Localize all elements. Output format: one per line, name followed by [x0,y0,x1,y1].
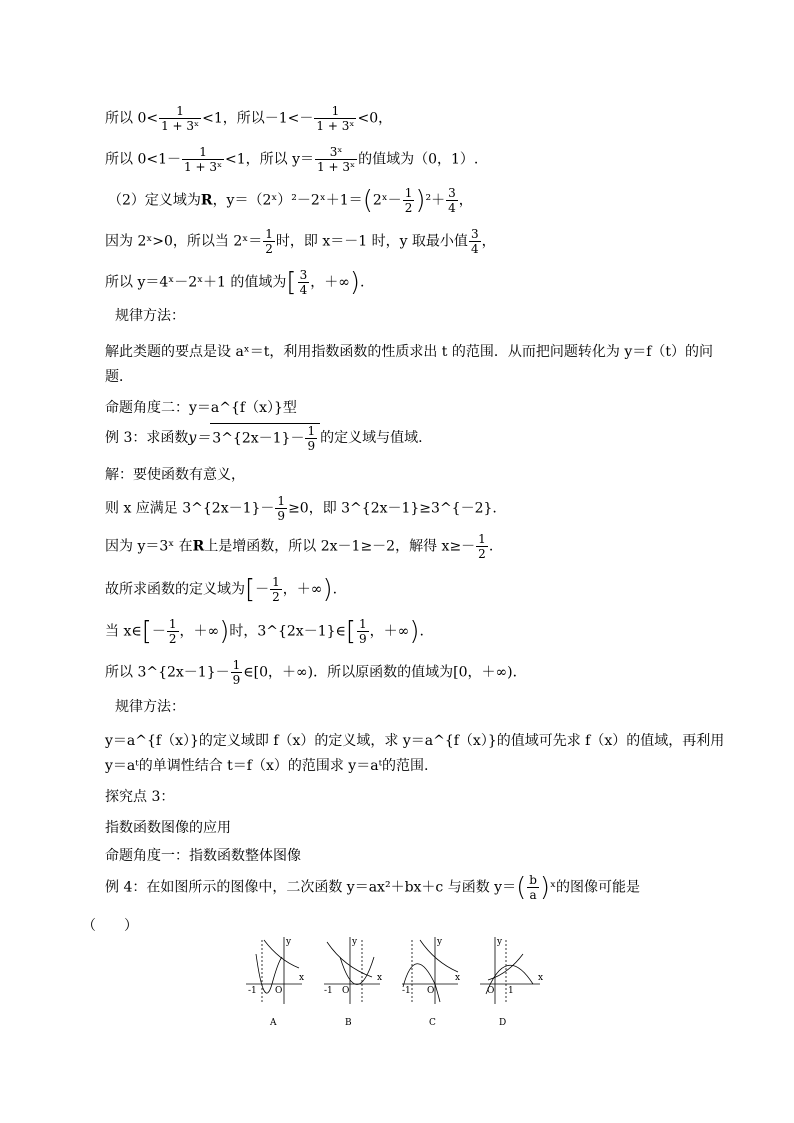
fraction: $\frac{\text{3ˣ}}{\text{1 + 3ˣ}}$ [317,145,356,174]
graph-d-tick: 1 [508,986,514,996]
solution-line-2: 则 x 应满足 3^{2x－1}－ $\frac{1}{9}$ ≥0，即 3^{2x－1}≥3^{－2}. [105,494,497,523]
solution-line-4: 故所求函数的定义域为[－ $\frac{1}{2}$ ，＋∞). [105,574,338,605]
line-3: （2）定义域为R，y＝（2ˣ）²－2ˣ＋1＝(2ˣ－ $\frac{1}{2}$ )²＋ $\frac{3}{4}$ ， [108,185,473,216]
example-4: 例 4：在如图所示的图像中，二次函数 y＝ax²＋bx＋c 与函数 y＝( $\frac{b}{a}$ )ˣ的图像可能是 [105,872,641,903]
graph-options [244,932,554,1027]
line-1: 所以 0< $\frac{1}{\text{1 + 3ˣ}}$ <1，所以－1<－ $\frac{1}{\text{1 + 3ˣ}}$ <0， [105,104,393,133]
fraction: $\frac{1}{\text{1 + 3ˣ}}$ [316,104,355,133]
graph-a-y-label: y [286,937,292,947]
graph-b-origin: O [342,986,350,996]
line-2: 所以 0<1－ $\frac{1}{\text{1 + 3ˣ}}$ <1，所以 y＝ $\frac{\text{3ˣ}}{\text{1 + 3ˣ}}$ 的值域为（0，1）. [105,145,479,174]
solution-line-6: 所以 3^{2x－1}－ $\frac{1}{9}$ ∈[0，＋∞)．所以原函数的值域为[0，＋∞)． [105,658,527,687]
answer-blank: （ ） [82,918,138,934]
graph-a-origin: O [275,986,283,996]
graph-b-tick: -1 [324,986,333,996]
graph-d-origin: O [487,986,495,996]
proposition-angle-1: 命题角度一：指数函数整体图像 [105,848,301,864]
graph-d-label: D [499,1018,507,1027]
graph-b-x-label: x [377,973,383,983]
explore-point-3: 探究点 3： [105,789,175,805]
method-text-2: y＝a^{f（x）}的定义域即 f（x）的定义域，求 y＝a^{f（x）}的值域可先求 f（x）的值域，再利用 y＝aᵗ的单调性结合 t＝f（x）的范围求 y＝aᵗ的范围. [105,733,725,774]
fraction: $\frac{1}{\text{1 + 3ˣ}}$ [161,104,200,133]
method-heading-2: 规律方法： [115,699,185,715]
graph-c-label: C [429,1018,436,1027]
graph-c-tick: -1 [402,986,411,996]
graph-b-label: B [345,1018,352,1027]
fraction: $\frac{1}{\text{1 + 3ˣ}}$ [184,145,223,174]
graph-b-y-label: y [352,937,358,947]
method-text-1: 解此类题的要点是设 aˣ＝t，利用指数函数的性质求出 t 的范围．从而把问题转化为 y＝f（t）的问题． [105,344,714,385]
graph-a-x-label: x [299,973,305,983]
section-title: 指数函数图像的应用 [105,820,231,836]
graph-d-x-label: x [538,973,544,983]
sqrt-expression: 3^{2x－1}－ $\frac{1}{9}$ [210,423,320,453]
solution-line-1: 解：要使函数有意义， [105,467,245,483]
solution-line-5: 当 x∈[－ $\frac{1}{2}$ ，＋∞)时，3^{2x－1}∈[ $\frac{1}{9}$ ，＋∞). [105,616,424,647]
graph-c-x-label: x [455,973,461,983]
proposition-angle-2: 命题角度二：y＝a^{f（x）}型 [105,400,297,416]
solution-line-3: 因为 y＝3ˣ 在R上是增函数，所以 2x－1≥－2，解得 x≥－ $\frac{1}{2}$ . [105,532,494,561]
line-5: 所以 y＝4ˣ－2ˣ＋1 的值域为[ $\frac{3}{4}$ ，＋∞). [105,267,365,298]
graph-a-tick: -1 [248,986,257,996]
example-3: 例 3：求函数y＝ 3^{2x－1}－ $\frac{1}{9}$ 的定义域与值域. [105,424,423,453]
graph-a-label: A [270,1018,277,1027]
graph-c-origin: O [427,986,435,996]
graph-c-y-label: y [437,937,443,947]
line-4: 因为 2ˣ>0，所以当 2ˣ＝ $\frac{1}{2}$ 时，即 x＝－1 时，y 取最小值 $\frac{3}{4}$ ， [105,227,496,256]
method-heading-1: 规律方法： [115,308,185,324]
graph-d-y-label: y [497,937,503,947]
